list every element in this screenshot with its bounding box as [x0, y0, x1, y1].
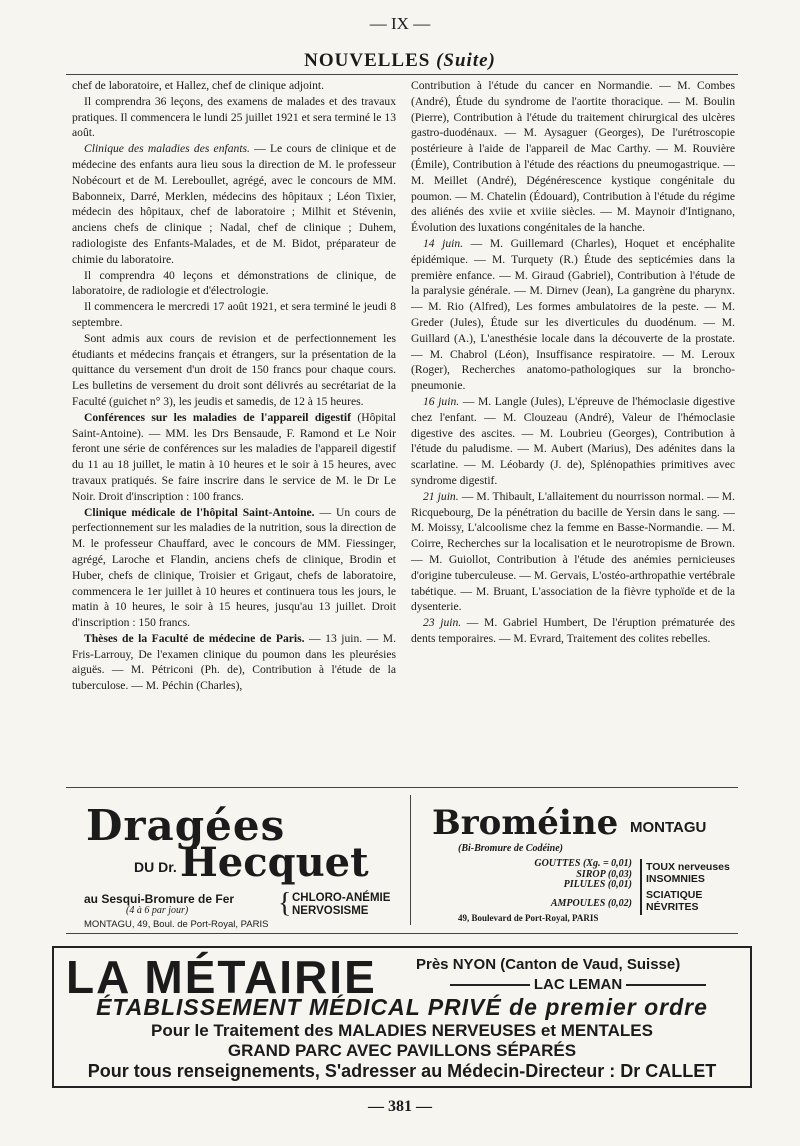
middle-rule [66, 787, 738, 788]
left-paragraph: Sont admis aux cours de revision et de perfectionnement les étudiants et médecins français et étrangers, sur la présentation de la quittance du versement d'un droit de 150 francs pour chaque cours. Les bulletins de versement du droit sont délivrés au secrétariat de la Faculté (guichet n° 3), les jeudis et samedis, de 12 à 15 heures. [72, 331, 396, 408]
ad-metairie-lake: LAC LEMAN [533, 976, 623, 993]
ad-dragees-indications [292, 892, 390, 918]
ad-bromeine-form: AMPOULES (0,02) [550, 897, 632, 909]
ad-dragees-name: Hecquet [180, 839, 369, 886]
top-rule [66, 74, 738, 75]
inline-text: (Hôpital Saint-Antoine). — MM. les Drs Bensaude, F. Ramond et Le Noir feront une série de conférences sur les maladies de l'appareil digestif du 11 au 18 juillet, le matin à 10 heures et le soir à 15 heures, avec travaux pratiqués. Se faire inscrire dans le service de M. le Dr Le Noir. Droit d'inscription : 100 francs. [72, 410, 396, 503]
ad-bromeine-indication: INSOMNIES [646, 873, 705, 885]
right-paragraph [411, 236, 735, 394]
left-paragraph [72, 410, 396, 505]
ad-dragees-indication: NERVOSISME [292, 905, 369, 917]
inline-text: — M. Gabriel Humbert, De l'éruption prématurée des dents temporaires. — M. Evrard, Traitement des colites rebelles. [411, 616, 735, 645]
ad-dragees-indication: CHLORO-ANÉMIE [292, 892, 391, 904]
page-number: — 381 — [368, 1098, 432, 1115]
ad-metairie-establishment: ÉTABLISSEMENT MÉDICAL PRIVÉ de premier ordre [96, 994, 708, 1020]
inline-heading: Thèses de la Faculté de médecine de Paris. [84, 631, 305, 645]
left-paragraph: Il commencera le mercredi 17 août 1921, et sera terminé le jeudi 8 septembre. [72, 300, 396, 329]
left-paragraph: chef de laboratoire, et Hallez, chef de clinique adjoint. [72, 79, 325, 92]
section-heading [0, 50, 800, 72]
ad-bromeine-indication: NÉVRITES [646, 901, 699, 913]
inline-text: — M. Langle (Jules), L'épreuve de l'hémoclasie digestive chez l'enfant. — M. Clouzeau (André), Valeur de l'hémoclasie digestive des ascites. — M. Loubrieu (Georges), Contribution à l'étude du paludisme. — M. Aubert (Marius), Des adénites dans la scarlatine. — M. Léobardy (J. de), Splénopathies primitives avec syndrome digestif. [411, 394, 735, 487]
brace-icon: { [278, 888, 292, 919]
ad-bromeine-form: PILULES (0,01) [563, 879, 632, 890]
section-title: NOUVELLES [304, 50, 431, 71]
inline-heading: Clinique médicale de l'hôpital Saint-Antoine. [84, 505, 315, 519]
left-paragraph [72, 141, 396, 267]
ad-metairie-location: Près NYON (Canton de Vaud, Suisse) [416, 956, 681, 973]
ad-dragees-compound: au Sesqui-Bromure de Fer [84, 892, 235, 906]
ad-dragees-address: MONTAGU, 49, Boul. de Port-Royal, PARIS [84, 919, 269, 930]
right-paragraph [411, 615, 735, 647]
inline-text: — M. Guillemard (Charles), Hoquet et encéphalite épidémique. — M. Turquety (R.) Étude des septicémies dans la première enfance. — M. Giraud (Gabriel), Contribution à l'étude de la paralysie générale. — M. Dirnev (Jean), La gangrène du pharynx. — M. Rio (Alfred), Les formes ambulatoires de la peste. — M. Greder (Jules), Étude sur les diverticules du duodénum. — M. Guillard (A.), L'anesthésie locale dans la découverte de la prostate. — M. Chabrol (Léon), Insuffisance respiratoire. — M. Leroux (Roger), Recherches anatomo-pathologiques sur la broncho-pneumonie. [411, 236, 735, 393]
ad-dragees-dose: (4 à 6 par jour) [126, 905, 189, 916]
ad-bromeine-address: 49, Boulevard de Port-Royal, PARIS [458, 913, 599, 923]
ad-bromeine-indication: SCIATIQUE [646, 889, 703, 901]
ad-bromeine-indications [646, 861, 730, 913]
ad-metairie-park: GRAND PARC AVEC PAVILLONS SÉPARÉS [227, 1041, 577, 1060]
inline-heading: Clinique des maladies des enfants. [84, 142, 250, 156]
ad-metairie-title: LA MÉTAIRIE [66, 951, 377, 1003]
left-paragraph: Il comprendra 40 leçons et démonstrations de clinique, de laboratoire, de radiologie et d'électrologie. [72, 268, 396, 298]
ad-bromeine-title: Broméine [432, 803, 619, 843]
right-column [411, 78, 735, 647]
date-heading: 21 juin. [423, 489, 459, 503]
left-column [72, 78, 396, 694]
ad-metairie-lake-line [416, 976, 740, 993]
ad-dragees-du: DU Dr. [134, 859, 177, 875]
inline-text: — Le cours de clinique et de médecine des enfants aura lieu sous la direction de M. le professeur Nobécourt et de M. Lereboullet, agrégé, avec le concours de MM. Babonneix, Darré, Merklen, médecins des hôpitaux ; Léon Tixier, médecin des hôpitaux, chef de laboratoire ; Milhit et Stévenin, anciens chefs de clinique ; Nadal, chef de clinique ; Duhem, radiologiste des Enfants-Malades, et de M. Bidot, préparateur de chimie du laboratoire. [72, 142, 396, 266]
inline-text: — M. Thibault, L'allaitement du nourrisson normal. — M. Ricquebourg, De la pénétration du bacille de Yersin dans le sang. — M. Moissy, L'alcoolisme chez la femme en Basse-Normandie. — M. Coirre, Recherches sur la localisation et le neurotropisme de Brown. — M. Guiollot, Contribution à l'étude des anémies pernicieuses d'origine tuberculeuse. — M. Gervais, L'ostéo-arthropathie vertébrale tabétique. — M. Bruant, L'association de la fièvre typhoïde et de la dysenterie. [411, 489, 735, 614]
ad-bromeine-brand: MONTAGU [630, 819, 707, 836]
left-paragraph: Il comprendra 36 leçons, des examens de malades et des travaux pratiques. Il commencera le lundi 25 juillet 1921 et sera terminé le 13 août. [72, 94, 396, 140]
ad-metairie-contact: Pour tous renseignements, S'adresser au Médecin-Directeur : Dr CALLET [87, 1061, 717, 1081]
right-paragraph [411, 394, 735, 489]
dash-line [450, 984, 530, 986]
ad-bromeine-form: SIROP (0,03) [576, 868, 632, 880]
ad-dragees-hecquet [66, 795, 400, 930]
date-heading: 14 juin. [423, 236, 464, 250]
date-heading: 23 juin. [423, 616, 462, 630]
ad-bromeine-forms [528, 859, 632, 909]
ad-metairie-treatment: Pour le Traitement des MALADIES NERVEUSES et MENTALES [151, 1021, 653, 1040]
roman-page-marker: — IX — [369, 14, 431, 33]
bottom-rule [66, 933, 738, 934]
right-paragraph: Contribution à l'étude du cancer en Normandie. — M. Combes (André), Étude du syndrome de l'aortite thoracique. — M. Boulin (Pierre), Contribution à l'étude du traitement chirurgical des ulcères gastro-duodénaux. — M. Aysaguer (Georges), De l'urétroscopie postérieure à l'aide de l'appareil de Mac Carthy. — M. Rouvière (Émile), Contribution à l'étude des réactions du pneumogastrique. — M. Meillet (André), Dégénérescence kystique congénitale du poumon. — M. Chatelin (Édouard), Contribution à l'étude du régime des aliénés des xviie et xviiie siècles. — M. Maynoir d'Intignano, Évolution des luxations congénitales de la hanche. [411, 79, 735, 235]
right-paragraph [411, 489, 735, 615]
ad-dragees-title: Dragées [86, 801, 286, 850]
ad-bromeine-form: GOUTTES (Xg. = 0,01) [534, 858, 632, 869]
ad-divider [410, 795, 411, 925]
inline-heading: Conférences sur les maladies de l'appareil digestif [84, 410, 351, 424]
left-paragraph [72, 505, 396, 631]
inline-text: — Un cours de perfectionnement sur les maladies de la nutrition, sous la direction de M. le professeur Chauffard, avec le concours de MM. Fiessinger, agrégé, Laroche et Flandin, anciens chefs de clinique, Brodin et Huber, chefs de clinique, Troisier et Grigaut, chefs de laboratoire, commencera le 1er juillet à 10 heures et continuera tous les jours, le matin à 10 heures, le soir à 15 heures, jusqu'au 13 juillet. Droit d'inscription : 150 francs. [72, 505, 396, 630]
inline-text: — 13 juin. — M. Fris-Larrouy, De l'examen clinique du poumon dans les pleurésies aiguës. — M. Pétriconi (Ph. de), Contribution à l'étude de la tuberculose. — M. Péchin (Charles), [72, 631, 396, 693]
ad-bromeine-subtitle: (Bi-Bromure de Codéine) [458, 843, 563, 854]
ad-bromeine [418, 795, 740, 925]
ad-bromeine-indication: TOUX nerveuses [646, 861, 730, 873]
left-paragraph [72, 631, 396, 694]
section-suite: (Suite) [436, 50, 496, 71]
date-heading: 16 juin. [423, 394, 460, 408]
ad-bromeine-separator [640, 859, 642, 915]
dash-line [626, 984, 706, 986]
ad-la-metairie [52, 946, 752, 1088]
